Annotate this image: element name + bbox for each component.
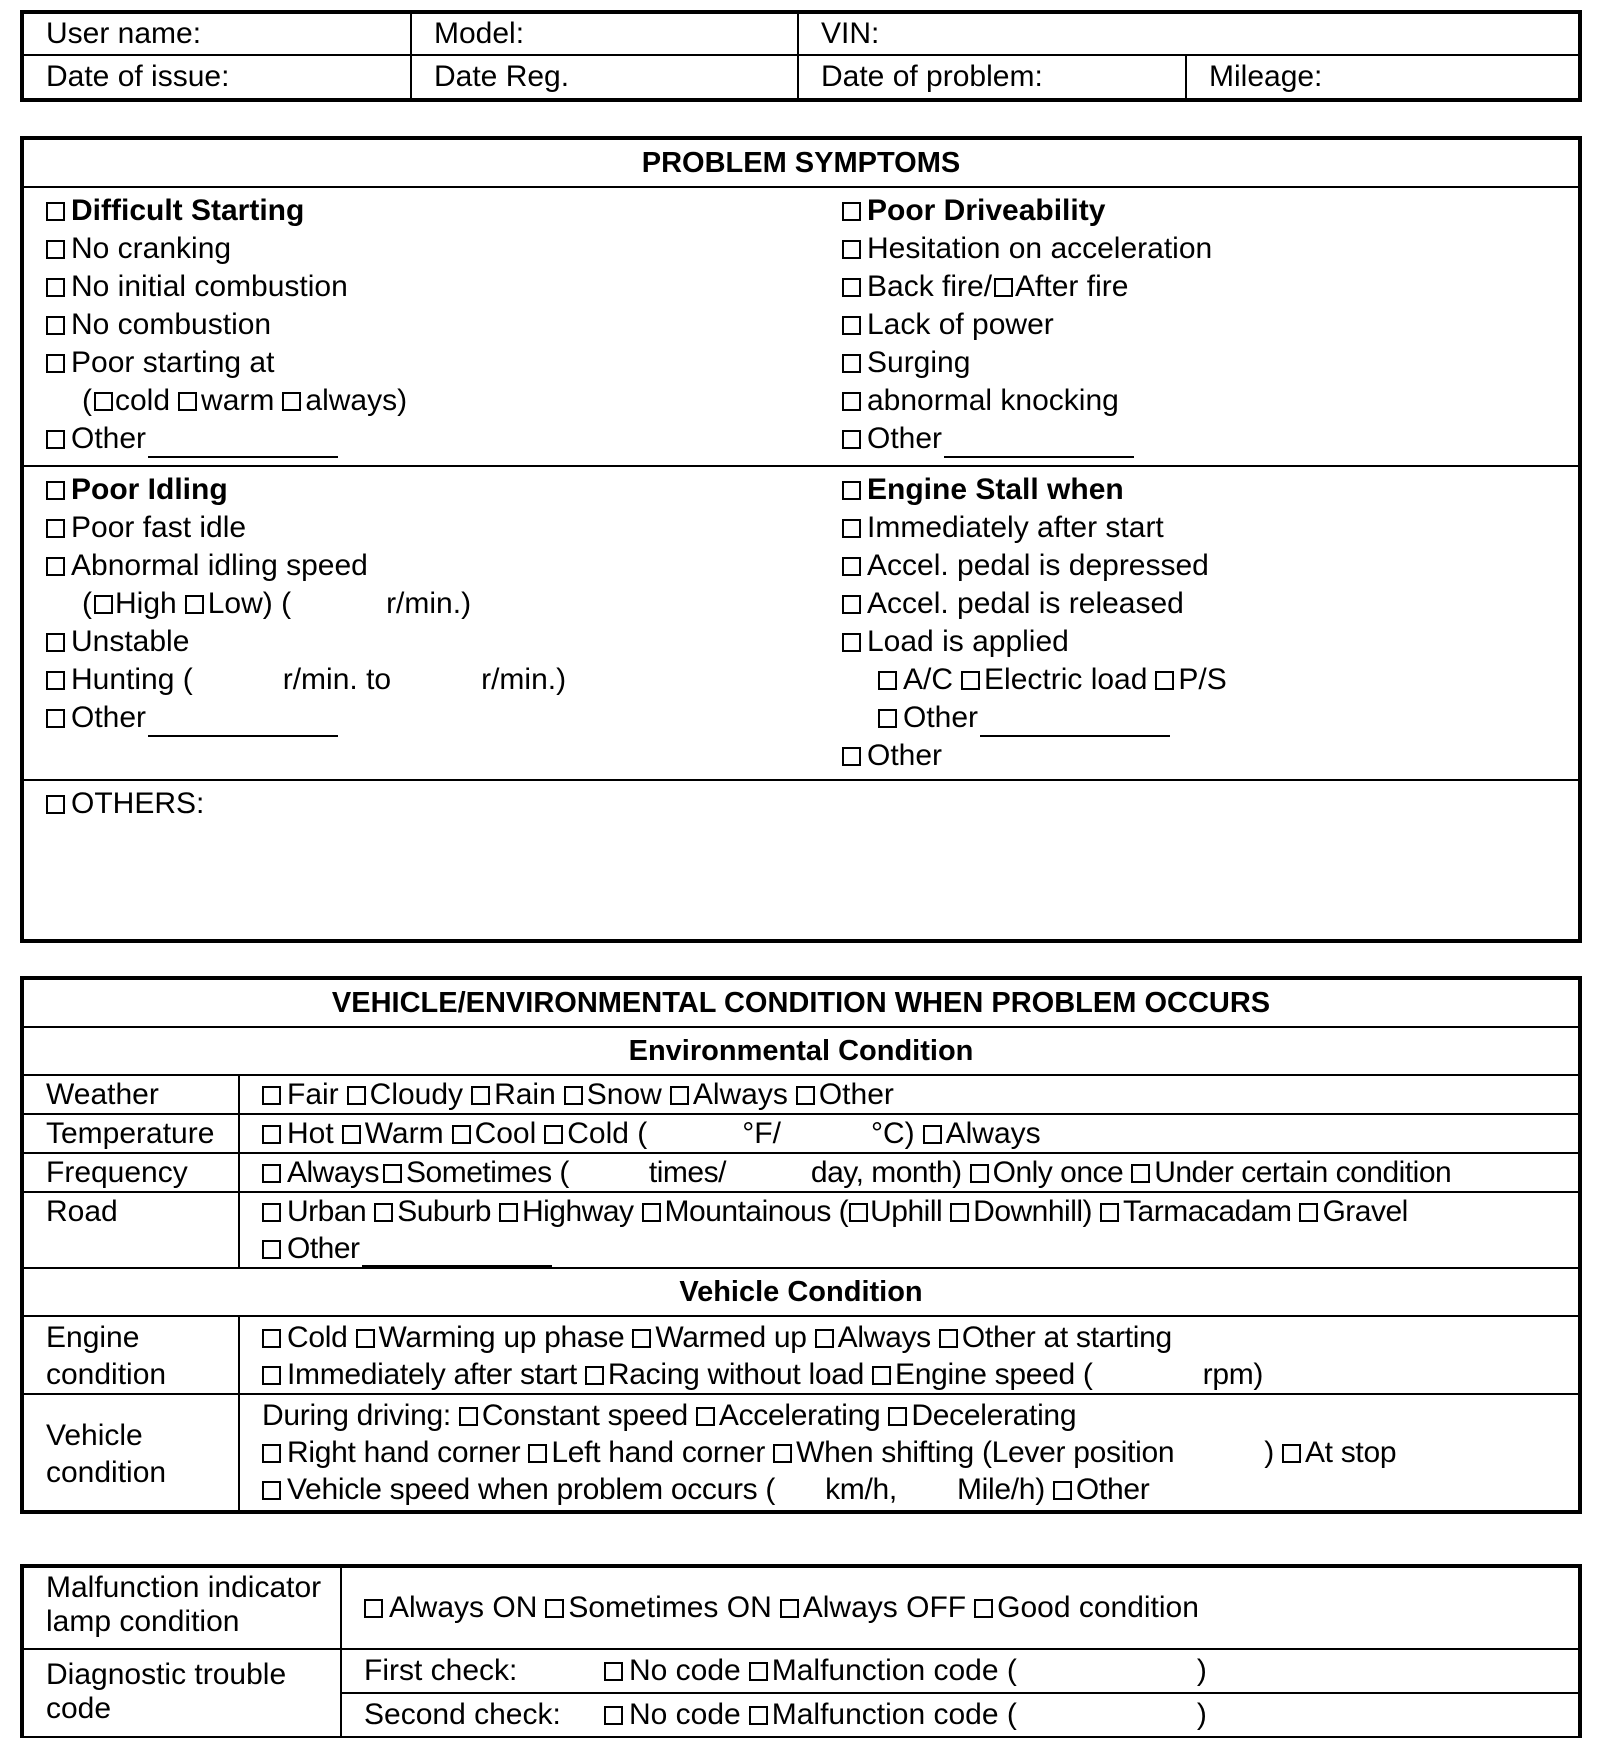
other-blank-line[interactable] xyxy=(980,711,1170,737)
celsius-unit: °C) xyxy=(870,1117,915,1150)
unstable-checkbox[interactable] xyxy=(46,623,798,661)
pedal-depressed-checkbox[interactable] xyxy=(842,547,1578,585)
checkbox-icon[interactable] xyxy=(1100,1203,1119,1222)
checkbox-icon[interactable] xyxy=(94,392,113,411)
checkbox-icon[interactable] xyxy=(262,1125,281,1144)
checkbox-icon[interactable] xyxy=(471,1086,490,1105)
after-fire-label: After fire xyxy=(1015,270,1129,303)
no-cranking-label: No cranking xyxy=(71,232,232,265)
highway-option: Highway xyxy=(521,1195,634,1228)
checkbox-icon[interactable] xyxy=(878,671,897,690)
no-cranking-checkbox[interactable] xyxy=(46,230,798,268)
always-on-option: Always ON xyxy=(389,1591,538,1624)
load-applied-label: Load is applied xyxy=(867,625,1069,658)
checkbox-icon[interactable] xyxy=(46,316,65,335)
model-label: Model: xyxy=(434,17,525,50)
checkbox-icon[interactable] xyxy=(452,1125,471,1144)
low-option: Low) ( xyxy=(207,587,292,620)
road-label: Road xyxy=(23,1192,239,1268)
lack-of-power-label: Lack of power xyxy=(867,308,1054,341)
checkbox-icon[interactable] xyxy=(262,1203,281,1222)
other-blank-line[interactable] xyxy=(944,432,1134,458)
weather-label: Weather xyxy=(23,1075,239,1114)
checkbox-icon[interactable] xyxy=(564,1086,583,1105)
starting-other-label: Other xyxy=(71,422,147,455)
checkbox-icon[interactable] xyxy=(842,392,861,411)
checkbox-icon[interactable] xyxy=(46,795,65,814)
checkbox-icon[interactable] xyxy=(878,709,897,728)
checkbox-icon[interactable] xyxy=(939,1329,958,1348)
checkbox-icon[interactable] xyxy=(842,747,861,766)
difficult-starting-checkbox[interactable] xyxy=(46,192,798,230)
vehicle-info-table xyxy=(22,12,1580,100)
surging-label: Surging xyxy=(867,346,971,379)
no-combustion-label: No combustion xyxy=(71,308,272,341)
cold-option: Cold xyxy=(287,1321,348,1354)
checkbox-icon[interactable] xyxy=(872,1366,891,1385)
idling-speed-options xyxy=(46,585,798,623)
mileage-label: Mileage: xyxy=(1209,60,1323,93)
checkbox-icon[interactable] xyxy=(46,430,65,449)
abnormal-idling-label: Abnormal idling speed xyxy=(71,549,368,582)
knocking-checkbox[interactable] xyxy=(842,382,1578,420)
after-start-checkbox[interactable] xyxy=(842,509,1578,547)
no-initial-combustion-checkbox[interactable] xyxy=(46,268,798,306)
back-fire-label: Back fire/ xyxy=(867,270,993,303)
checkbox-icon[interactable] xyxy=(46,240,65,259)
dtc-label-line1: Diagnostic trouble xyxy=(46,1658,287,1691)
close-paren: ) xyxy=(1196,1698,1207,1731)
first-check-label: First check: xyxy=(364,1654,518,1687)
vehicle-label-line2: condition xyxy=(46,1456,167,1489)
driveability-other-checkbox[interactable] xyxy=(842,420,1578,458)
checkbox-icon[interactable] xyxy=(696,1407,715,1426)
checkbox-icon[interactable] xyxy=(842,354,861,373)
checkbox-icon[interactable] xyxy=(842,316,861,335)
hunting-checkbox[interactable] xyxy=(46,661,798,699)
engine-label-line2: condition xyxy=(46,1358,167,1391)
environmental-title: Environmental Condition xyxy=(23,1027,1579,1075)
checkbox-icon[interactable] xyxy=(46,481,65,500)
poor-idling-checkbox[interactable] xyxy=(46,471,798,509)
others-label: OTHERS: xyxy=(71,787,205,820)
sometimes-on-option: Sometimes ON xyxy=(568,1591,772,1624)
checkbox-icon[interactable] xyxy=(923,1125,942,1144)
weather-options xyxy=(239,1075,1579,1114)
checkbox-icon[interactable] xyxy=(499,1203,518,1222)
checkbox-icon[interactable] xyxy=(796,1086,815,1105)
malfunction-code-option: Malfunction code ( xyxy=(771,1654,1017,1687)
other-at-starting-option: Other at starting xyxy=(961,1321,1172,1354)
vehicle-condition-options xyxy=(239,1394,1579,1511)
checkbox-icon[interactable] xyxy=(1131,1164,1150,1183)
poor-idling-group xyxy=(23,466,798,780)
checkbox-icon[interactable] xyxy=(604,1706,623,1725)
vehicle-other-option: Other xyxy=(1075,1473,1150,1506)
hunting-label: Hunting ( xyxy=(71,663,193,696)
unstable-label: Unstable xyxy=(71,625,190,658)
other-blank-line[interactable] xyxy=(362,1241,552,1267)
frequency-options xyxy=(239,1153,1579,1192)
always-option: always) xyxy=(305,384,408,417)
checkbox-icon[interactable] xyxy=(46,557,65,576)
checkbox-icon[interactable] xyxy=(342,1125,361,1144)
during-driving-label: During driving: xyxy=(262,1399,451,1432)
checkbox-icon[interactable] xyxy=(994,278,1013,297)
mil-label xyxy=(23,1567,341,1649)
checkbox-icon[interactable] xyxy=(849,1203,868,1222)
vin-label: VIN: xyxy=(821,17,880,50)
engine-label-line1: Engine xyxy=(46,1321,140,1354)
back-fire-checkbox[interactable] xyxy=(842,268,1578,306)
load-applied-checkbox[interactable] xyxy=(842,623,1578,661)
other-blank-line[interactable] xyxy=(148,711,338,737)
urban-option: Urban xyxy=(287,1195,367,1228)
checkbox-icon[interactable] xyxy=(749,1662,768,1681)
accelerating-option: Accelerating xyxy=(718,1399,881,1432)
no-combustion-checkbox[interactable] xyxy=(46,306,798,344)
checkbox-icon[interactable] xyxy=(178,392,197,411)
fair-option: Fair xyxy=(287,1078,339,1111)
idling-other-label: Other xyxy=(71,701,147,734)
poor-driveability-checkbox[interactable] xyxy=(842,192,1578,230)
checkbox-icon[interactable] xyxy=(262,1481,281,1500)
right-corner-option: Right hand corner xyxy=(287,1436,521,1469)
always-option: Always xyxy=(945,1117,1041,1150)
pedal-released-checkbox[interactable] xyxy=(842,585,1578,623)
temperature-label: Temperature xyxy=(23,1114,239,1153)
always-off-option: Always OFF xyxy=(802,1591,967,1624)
checkbox-icon[interactable] xyxy=(1155,671,1174,690)
road-other-option: Other xyxy=(287,1232,360,1265)
problem-symptoms-table xyxy=(22,138,1580,941)
cloudy-option: Cloudy xyxy=(369,1078,464,1111)
checkbox-icon[interactable] xyxy=(842,633,861,652)
shift-close-paren: ) xyxy=(1264,1436,1274,1469)
when-shifting-option: When shifting (Lever position xyxy=(796,1436,1175,1469)
paren-open: ( xyxy=(82,587,92,620)
hesitation-label: Hesitation on acceleration xyxy=(867,232,1213,265)
paren-open: ( xyxy=(82,384,92,417)
checkbox-icon[interactable] xyxy=(46,278,65,297)
warm-option: warm xyxy=(201,384,275,417)
checkbox-icon[interactable] xyxy=(545,1599,564,1618)
warmed-up-option: Warmed up xyxy=(655,1321,807,1354)
user-name-field[interactable] xyxy=(23,13,411,55)
user-name-label: User name: xyxy=(46,17,202,50)
sometimes-option: Sometimes ( xyxy=(406,1156,569,1189)
after-start-label: Immediately after start xyxy=(867,511,1164,544)
engine-stall-group xyxy=(798,466,1579,780)
load-other-label: Other xyxy=(903,701,979,734)
first-check-row xyxy=(341,1649,1579,1693)
high-option: High xyxy=(115,587,177,620)
mileh-unit: Mile/h) xyxy=(956,1473,1045,1506)
ac-option: A/C xyxy=(903,663,954,696)
checkbox-icon[interactable] xyxy=(364,1599,383,1618)
dtc-label-line2: code xyxy=(46,1692,112,1725)
starting-other-checkbox[interactable] xyxy=(46,420,798,458)
checkbox-icon[interactable] xyxy=(374,1203,393,1222)
racing-without-load-option: Racing without load xyxy=(607,1358,865,1391)
mileage-field[interactable] xyxy=(1186,55,1579,99)
poor-driveability-group xyxy=(798,187,1579,466)
checkbox-icon[interactable] xyxy=(888,1407,907,1426)
checkbox-icon[interactable] xyxy=(544,1125,563,1144)
vin-field[interactable] xyxy=(798,13,1579,55)
good-condition-option: Good condition xyxy=(997,1591,1199,1624)
checkbox-icon[interactable] xyxy=(815,1329,834,1348)
frequency-label: Frequency xyxy=(23,1153,239,1192)
downhill-option: Downhill) xyxy=(973,1195,1093,1228)
hesitation-checkbox[interactable] xyxy=(842,230,1578,268)
hot-option: Hot xyxy=(287,1117,334,1150)
checkbox-icon[interactable] xyxy=(356,1329,375,1348)
gravel-option: Gravel xyxy=(1322,1195,1408,1228)
checkbox-icon[interactable] xyxy=(970,1164,989,1183)
engine-stall-heading: Engine Stall when xyxy=(867,473,1124,506)
checkbox-icon[interactable] xyxy=(1299,1203,1318,1222)
checkbox-icon[interactable] xyxy=(347,1086,366,1105)
immediately-after-start-option: Immediately after start xyxy=(287,1358,577,1391)
cold-option: cold xyxy=(115,384,171,417)
date-of-issue-field[interactable] xyxy=(23,55,411,99)
hunting-end: r/min.) xyxy=(481,663,567,696)
dtc-label xyxy=(23,1649,341,1737)
checkbox-icon[interactable] xyxy=(842,519,861,538)
checkbox-icon[interactable] xyxy=(642,1203,661,1222)
uphill-option: Uphill xyxy=(870,1195,943,1228)
checkbox-icon[interactable] xyxy=(780,1599,799,1618)
difficult-starting-heading: Difficult Starting xyxy=(71,194,305,227)
always-option: Always xyxy=(692,1078,788,1111)
conditions-table xyxy=(22,978,1580,1512)
engine-condition-label xyxy=(23,1316,239,1394)
pedal-released-label: Accel. pedal is released xyxy=(867,587,1184,620)
checkbox-icon[interactable] xyxy=(46,633,65,652)
hunting-to: r/min. to xyxy=(282,663,392,696)
poor-fast-idle-checkbox[interactable] xyxy=(46,509,798,547)
vehicle-condition-title: Vehicle Condition xyxy=(23,1268,1579,1316)
mil-options xyxy=(341,1567,1579,1649)
times-unit: times/ xyxy=(648,1156,726,1189)
diagnostic-table xyxy=(22,1566,1580,1738)
cool-option: Cool xyxy=(474,1117,537,1150)
checkbox-icon[interactable] xyxy=(842,278,861,297)
always-option: Always xyxy=(837,1321,931,1354)
pedal-depressed-label: Accel. pedal is depressed xyxy=(867,549,1209,582)
snow-option: Snow xyxy=(586,1078,662,1111)
checkbox-icon[interactable] xyxy=(383,1164,402,1183)
ps-option: P/S xyxy=(1178,663,1227,696)
checkbox-icon[interactable] xyxy=(604,1662,623,1681)
checkbox-icon[interactable] xyxy=(974,1599,993,1618)
date-of-issue-label: Date of issue: xyxy=(46,60,230,93)
checkbox-icon[interactable] xyxy=(262,1240,281,1259)
checkbox-icon[interactable] xyxy=(749,1706,768,1725)
under-condition-option: Under certain condition xyxy=(1154,1156,1452,1189)
kmh-unit: km/h, xyxy=(825,1473,897,1506)
model-field[interactable] xyxy=(411,13,798,55)
stall-other-label: Other xyxy=(867,739,943,772)
other-blank-line[interactable] xyxy=(148,432,338,458)
driveability-other-label: Other xyxy=(867,422,943,455)
poor-starting-options xyxy=(46,382,798,420)
checkbox-icon[interactable] xyxy=(46,354,65,373)
checkbox-icon[interactable] xyxy=(46,519,65,538)
no-code-option: No code xyxy=(629,1654,741,1687)
rain-option: Rain xyxy=(494,1078,556,1111)
poor-fast-idle-label: Poor fast idle xyxy=(71,511,247,544)
checkbox-icon[interactable] xyxy=(961,671,980,690)
constant-speed-option: Constant speed xyxy=(481,1399,688,1432)
checkbox-icon[interactable] xyxy=(262,1086,281,1105)
suburb-option: Suburb xyxy=(397,1195,491,1228)
checkbox-icon[interactable] xyxy=(282,392,301,411)
surging-checkbox[interactable] xyxy=(842,344,1578,382)
mil-label-line1: Malfunction indicator xyxy=(46,1571,322,1604)
checkbox-icon[interactable] xyxy=(585,1366,604,1385)
vehicle-label-line1: Vehicle xyxy=(46,1419,143,1452)
mountainous-option: Mountainous ( xyxy=(664,1195,849,1228)
checkbox-icon[interactable] xyxy=(842,240,861,259)
checkbox-icon[interactable] xyxy=(842,202,861,221)
poor-starting-label: Poor starting at xyxy=(71,346,275,379)
checkbox-icon[interactable] xyxy=(94,595,113,614)
load-other-checkbox[interactable] xyxy=(842,699,1578,737)
rpm-unit: r/min.) xyxy=(386,587,472,620)
only-once-option: Only once xyxy=(992,1156,1124,1189)
checkbox-icon[interactable] xyxy=(842,481,861,500)
vehicle-condition-label xyxy=(23,1394,239,1511)
stall-other-checkbox[interactable] xyxy=(842,737,1578,775)
poor-idling-heading: Poor Idling xyxy=(71,473,228,506)
day-month-unit: day, month) xyxy=(810,1156,962,1189)
other-option: Other xyxy=(818,1078,894,1111)
checkbox-icon[interactable] xyxy=(262,1444,281,1463)
second-check-row xyxy=(341,1693,1579,1737)
checkbox-icon[interactable] xyxy=(842,430,861,449)
close-paren: ) xyxy=(1196,1654,1207,1687)
malfunction-code-option: Malfunction code ( xyxy=(771,1698,1017,1731)
checkbox-icon[interactable] xyxy=(632,1329,651,1348)
decelerating-option: Decelerating xyxy=(911,1399,1077,1432)
checkbox-icon[interactable] xyxy=(46,202,65,221)
checkbox-icon[interactable] xyxy=(46,671,65,690)
idling-other-checkbox[interactable] xyxy=(46,699,798,737)
tarmacadam-option: Tarmacadam xyxy=(1123,1195,1292,1228)
others-field[interactable] xyxy=(23,780,1579,940)
checkbox-icon[interactable] xyxy=(842,557,861,576)
at-stop-option: At stop xyxy=(1304,1436,1397,1469)
checkbox-icon[interactable] xyxy=(459,1407,478,1426)
fahrenheit-unit: °F/ xyxy=(742,1117,781,1150)
second-check-label: Second check: xyxy=(364,1698,561,1731)
engine-stall-checkbox[interactable] xyxy=(842,471,1578,509)
checkbox-icon[interactable] xyxy=(262,1366,281,1385)
lack-of-power-checkbox[interactable] xyxy=(842,306,1578,344)
temperature-options xyxy=(239,1114,1579,1153)
vehicle-speed-option: Vehicle speed when problem occurs ( xyxy=(287,1473,776,1506)
date-of-problem-field[interactable] xyxy=(798,55,1186,99)
checkbox-icon[interactable] xyxy=(950,1203,969,1222)
checkbox-icon[interactable] xyxy=(773,1444,792,1463)
checkbox-icon[interactable] xyxy=(1053,1481,1072,1500)
cold-option: Cold ( xyxy=(567,1117,648,1150)
rpm-unit: rpm) xyxy=(1202,1358,1264,1391)
checkbox-icon[interactable] xyxy=(262,1329,281,1348)
conditions-title: VEHICLE/ENVIRONMENTAL CONDITION WHEN PROBLEM OCCURS xyxy=(23,979,1579,1027)
road-options xyxy=(239,1192,1579,1268)
checkbox-icon[interactable] xyxy=(528,1444,547,1463)
date-reg-label: Date Reg. xyxy=(434,60,570,93)
engine-condition-options xyxy=(239,1316,1579,1394)
checkbox-icon[interactable] xyxy=(670,1086,689,1105)
date-reg-field[interactable] xyxy=(411,55,798,99)
electric-load-option: Electric load xyxy=(984,663,1148,696)
no-code-option: No code xyxy=(629,1698,741,1731)
checkbox-icon[interactable] xyxy=(185,595,204,614)
warm-option: Warm xyxy=(364,1117,444,1150)
poor-driveability-heading: Poor Driveability xyxy=(867,194,1106,227)
knocking-label: abnormal knocking xyxy=(867,384,1119,417)
poor-starting-checkbox[interactable] xyxy=(46,344,798,382)
checkbox-icon[interactable] xyxy=(1282,1444,1301,1463)
left-corner-option: Left hand corner xyxy=(551,1436,766,1469)
abnormal-idling-checkbox[interactable] xyxy=(46,547,798,585)
difficult-starting-group xyxy=(23,187,798,466)
always-option: Always xyxy=(287,1156,380,1189)
checkbox-icon[interactable] xyxy=(46,709,65,728)
no-initial-combustion-label: No initial combustion xyxy=(71,270,348,303)
date-of-problem-label: Date of problem: xyxy=(821,60,1043,93)
problem-symptoms-title: PROBLEM SYMPTOMS xyxy=(23,139,1579,187)
mil-label-line2: lamp condition xyxy=(46,1605,240,1638)
checkbox-icon[interactable] xyxy=(842,595,861,614)
load-options xyxy=(842,661,1578,699)
engine-speed-option: Engine speed ( xyxy=(895,1358,1093,1391)
checkbox-icon[interactable] xyxy=(262,1164,281,1183)
warming-up-option: Warming up phase xyxy=(378,1321,625,1354)
